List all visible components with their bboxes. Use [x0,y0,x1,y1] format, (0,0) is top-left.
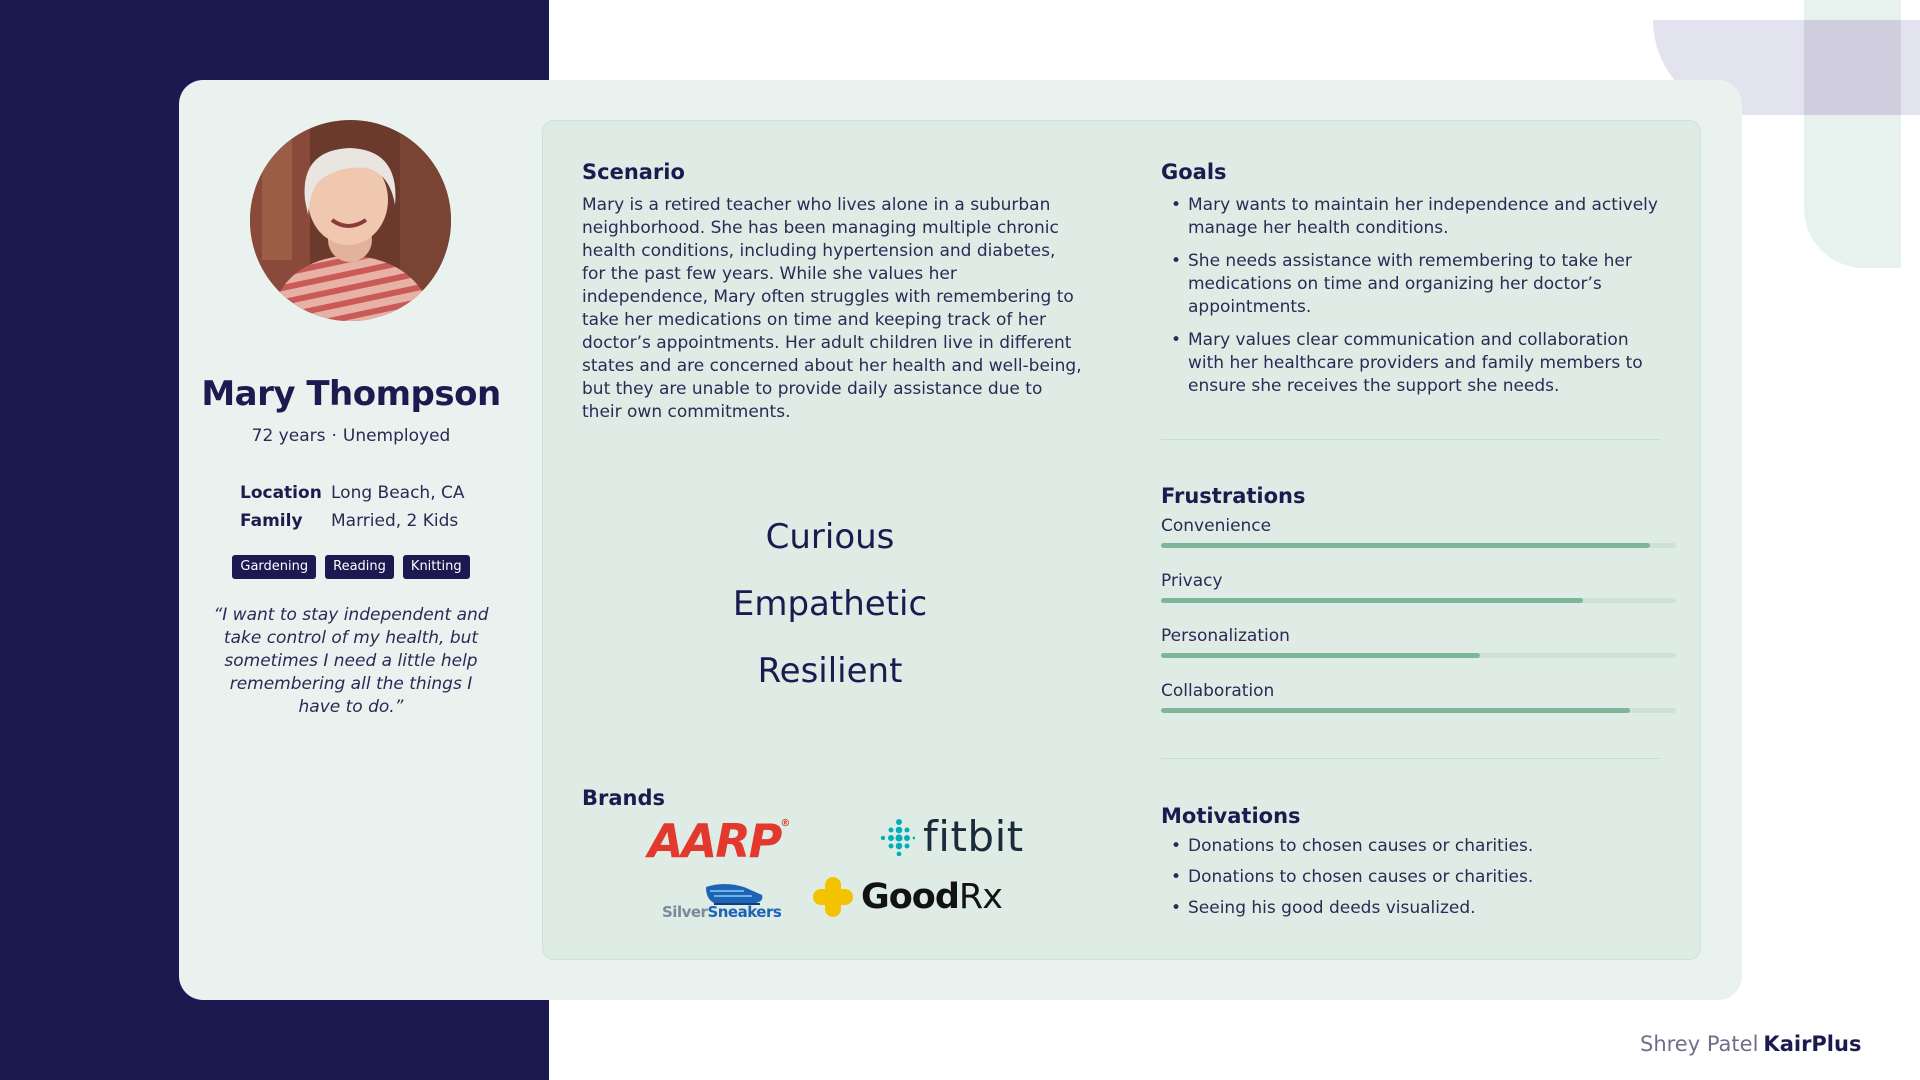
detail-row-family [240,507,465,535]
goals-title: Goals [1161,160,1227,184]
scenario-text: Mary is a retired teacher who lives alone in a suburban neighborhood. She has been managing multiple chronic health conditions, including hypertension and diabetes, for the past few years. While she values her independence, Mary often struggles with remembering to take her medications on time and keeping track of her doctor’s appointments. Her adult children live in different states and are concerned about her health and well-being, but they are unable to provide daily assistance due to their own commitments. [582,195,1082,422]
fitbit-wordmark: fitbit [923,812,1024,861]
persona-quote: “I want to stay independent and take control of my health, but sometimes I need a little help remembering all the things I have to do.” [213,605,489,717]
hobby-tag: Gardening [232,555,316,579]
persona-age: 72 years [251,426,326,446]
frustration-label: Personalization [1161,626,1290,646]
frustration-item [1161,626,1676,681]
aarp-wordmark: AARP [648,814,781,868]
hobby-tags [179,555,523,579]
trait: Empathetic [732,584,928,624]
personality-traits [680,510,980,711]
frustration-fill [1161,598,1583,603]
fitbit-logo [877,812,1024,861]
aarp-logo [648,814,790,868]
persona-subline [179,426,523,446]
footer-credit [1640,1032,1862,1056]
goal-item: • She needs assistance with remembering to take her medications on time and organizing her doctor’s appointments. [1161,250,1661,319]
frustration-item [1161,571,1676,626]
section-divider [1161,439,1661,440]
fitbit-dots-icon [877,818,915,856]
hobby-tag: Reading [325,555,394,579]
persona-occupation: Unemployed [342,426,451,446]
goal-item: • Mary wants to maintain her independence and actively manage her health conditions. [1161,194,1661,240]
goodrx-plus-icon [813,877,853,917]
detail-row-location [240,479,465,507]
persona-name: Mary Thompson [201,374,501,414]
scenario-title: Scenario [582,160,685,184]
frustration-label: Convenience [1161,516,1272,536]
good-text: Good [861,877,959,917]
motivations-title: Motivations [1161,804,1301,828]
frustration-fill [1161,708,1630,713]
frustration-fill [1161,653,1480,658]
goals-list [1161,194,1661,408]
frustration-track [1161,598,1676,603]
avatar-photo [250,120,451,321]
frustration-item [1161,681,1676,736]
detail-value: Married, 2 Kids [331,511,459,531]
decorative-shape [1804,20,1901,115]
detail-value: Long Beach, CA [331,483,465,503]
frustration-label: Privacy [1161,571,1223,591]
frustrations-list [1161,516,1676,736]
section-divider [1161,758,1661,759]
motivations-list [1161,835,1661,928]
frustration-item [1161,516,1676,571]
hobby-tag: Knitting [403,555,470,579]
frustrations-title: Frustrations [1161,484,1306,508]
frustration-fill [1161,543,1650,548]
goodrx-wordmark [861,877,1002,917]
persona-details [240,479,465,535]
author-name: Shrey Patel [1640,1032,1759,1056]
separator-dot: · [331,426,337,446]
brand-name: KairPlus [1763,1032,1862,1056]
silver-text: Silver [662,903,708,921]
registered-mark: ® [780,818,791,829]
frustration-track [1161,653,1676,658]
frustration-track [1161,708,1676,713]
detail-label: Location [240,483,322,503]
trait: Curious [765,517,895,557]
sneakers-text: Sneakers [707,903,782,921]
frustration-label: Collaboration [1161,681,1275,701]
goodrx-logo [813,877,1002,917]
motivation-item: • Donations to chosen causes or charities. [1161,835,1661,858]
motivation-item: • Donations to chosen causes or charities. [1161,866,1661,889]
frustration-track [1161,543,1676,548]
goal-item: • Mary values clear communication and collaboration with her healthcare providers and family members to ensure she receives the support she needs. [1161,329,1661,398]
silversneakers-wordmark [662,903,781,921]
rx-text: Rx [958,877,1002,917]
motivation-item: • Seeing his good deeds visualized. [1161,897,1661,920]
trait: Resilient [757,651,903,691]
avatar [250,120,451,321]
brands-title: Brands [582,786,666,810]
detail-label: Family [240,511,303,531]
